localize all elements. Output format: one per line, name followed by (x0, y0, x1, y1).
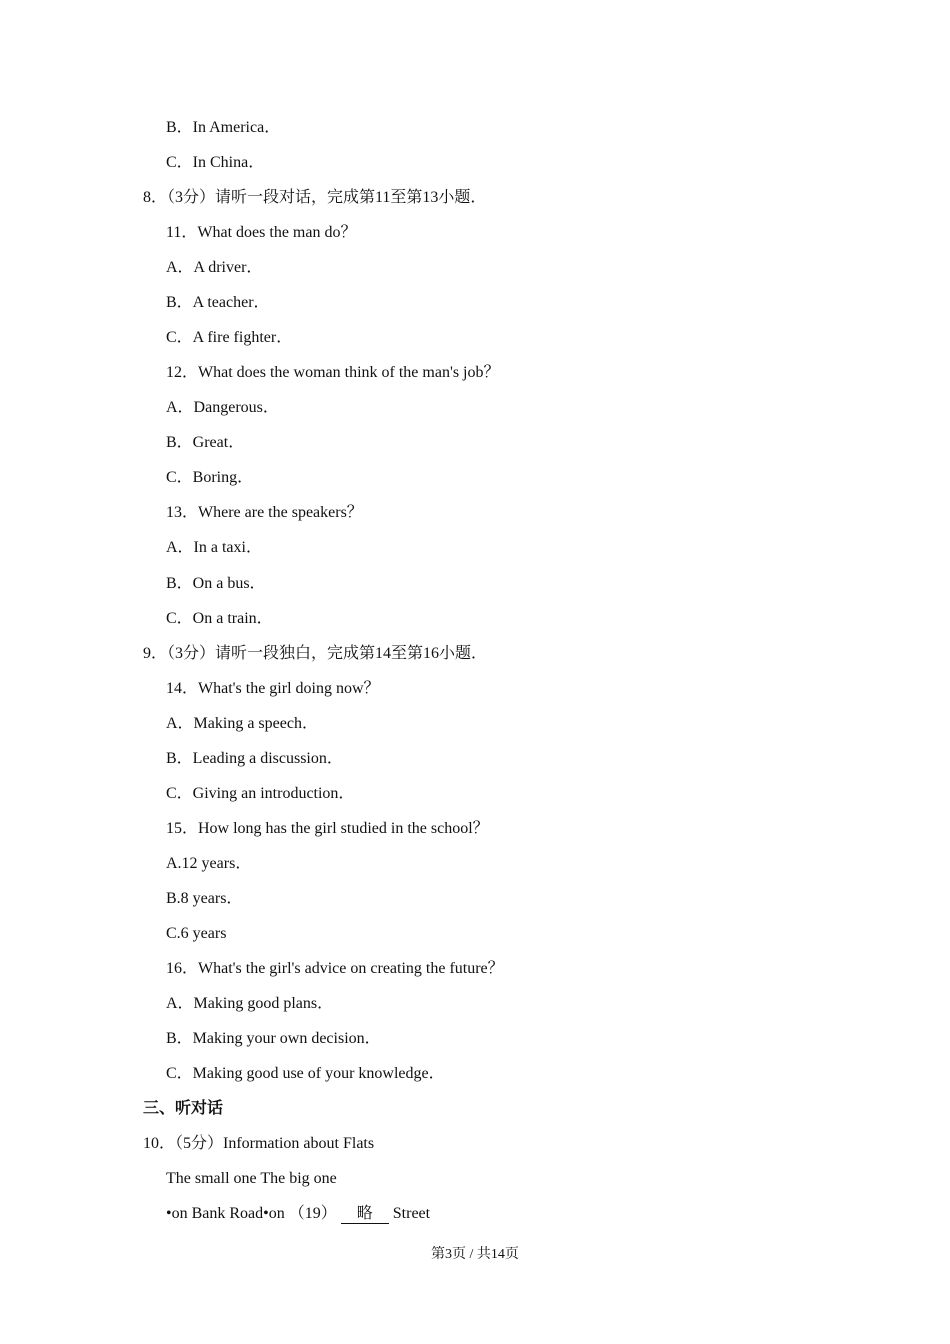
question-heading: 9．（3分）请听一段独白，完成第14至第16小题． (143, 645, 488, 662)
option-line: C．A fire fighter． (166, 329, 293, 346)
option-line: A．Making good plans． (166, 995, 334, 1012)
option-line: C．Giving an introduction． (166, 785, 355, 802)
answer-blank: 略 (341, 1205, 389, 1224)
fill-in-prefix: •on Bank Road•on （19） (166, 1205, 337, 1222)
section-heading: 三、听对话 (143, 1100, 224, 1117)
sub-question: 11．What does the man do？ (166, 224, 357, 241)
question-heading: 10．（5分）Information about Flats (143, 1135, 375, 1152)
option-line: B.8 years． (166, 890, 243, 907)
option-line: A.12 years． (166, 855, 252, 872)
option-line: C.6 years (166, 925, 227, 942)
option-line: B．Great． (166, 434, 245, 451)
page-footer: 第3页 / 共14页 (431, 1247, 519, 1262)
sub-question: 15．How long has the girl studied in the school？ (166, 820, 489, 837)
sub-question: 14．What's the girl doing now？ (166, 680, 380, 697)
option-line: C．On a train． (166, 610, 273, 627)
fill-in-line (166, 1204, 430, 1224)
option-line: C．Making good use of your knowledge． (166, 1065, 445, 1082)
option-line: B．In America． (166, 119, 281, 136)
sub-question: 13．Where are the speakers？ (166, 504, 363, 521)
option-line: A．In a taxi． (166, 539, 262, 556)
option-line: A．Dangerous． (166, 399, 279, 416)
option-line: B．Leading a discussion． (166, 750, 343, 767)
sub-question: 16．What's the girl's advice on creating the future？ (166, 960, 504, 977)
question-heading: 8．（3分）请听一段对话，完成第11至第13小题． (143, 189, 487, 206)
table-header-line: The small one The big one (166, 1170, 337, 1187)
option-line: B．Making your own decision． (166, 1030, 381, 1047)
option-line: C．In China． (166, 154, 265, 171)
sub-question: 12．What does the woman think of the man's job？ (166, 364, 500, 381)
option-line: A．A driver． (166, 259, 263, 276)
option-line: C．Boring． (166, 469, 254, 486)
fill-in-suffix: Street (392, 1205, 431, 1222)
option-line: A．Making a speech． (166, 715, 318, 732)
option-line: B．On a bus． (166, 575, 266, 592)
option-line: B．A teacher． (166, 294, 270, 311)
